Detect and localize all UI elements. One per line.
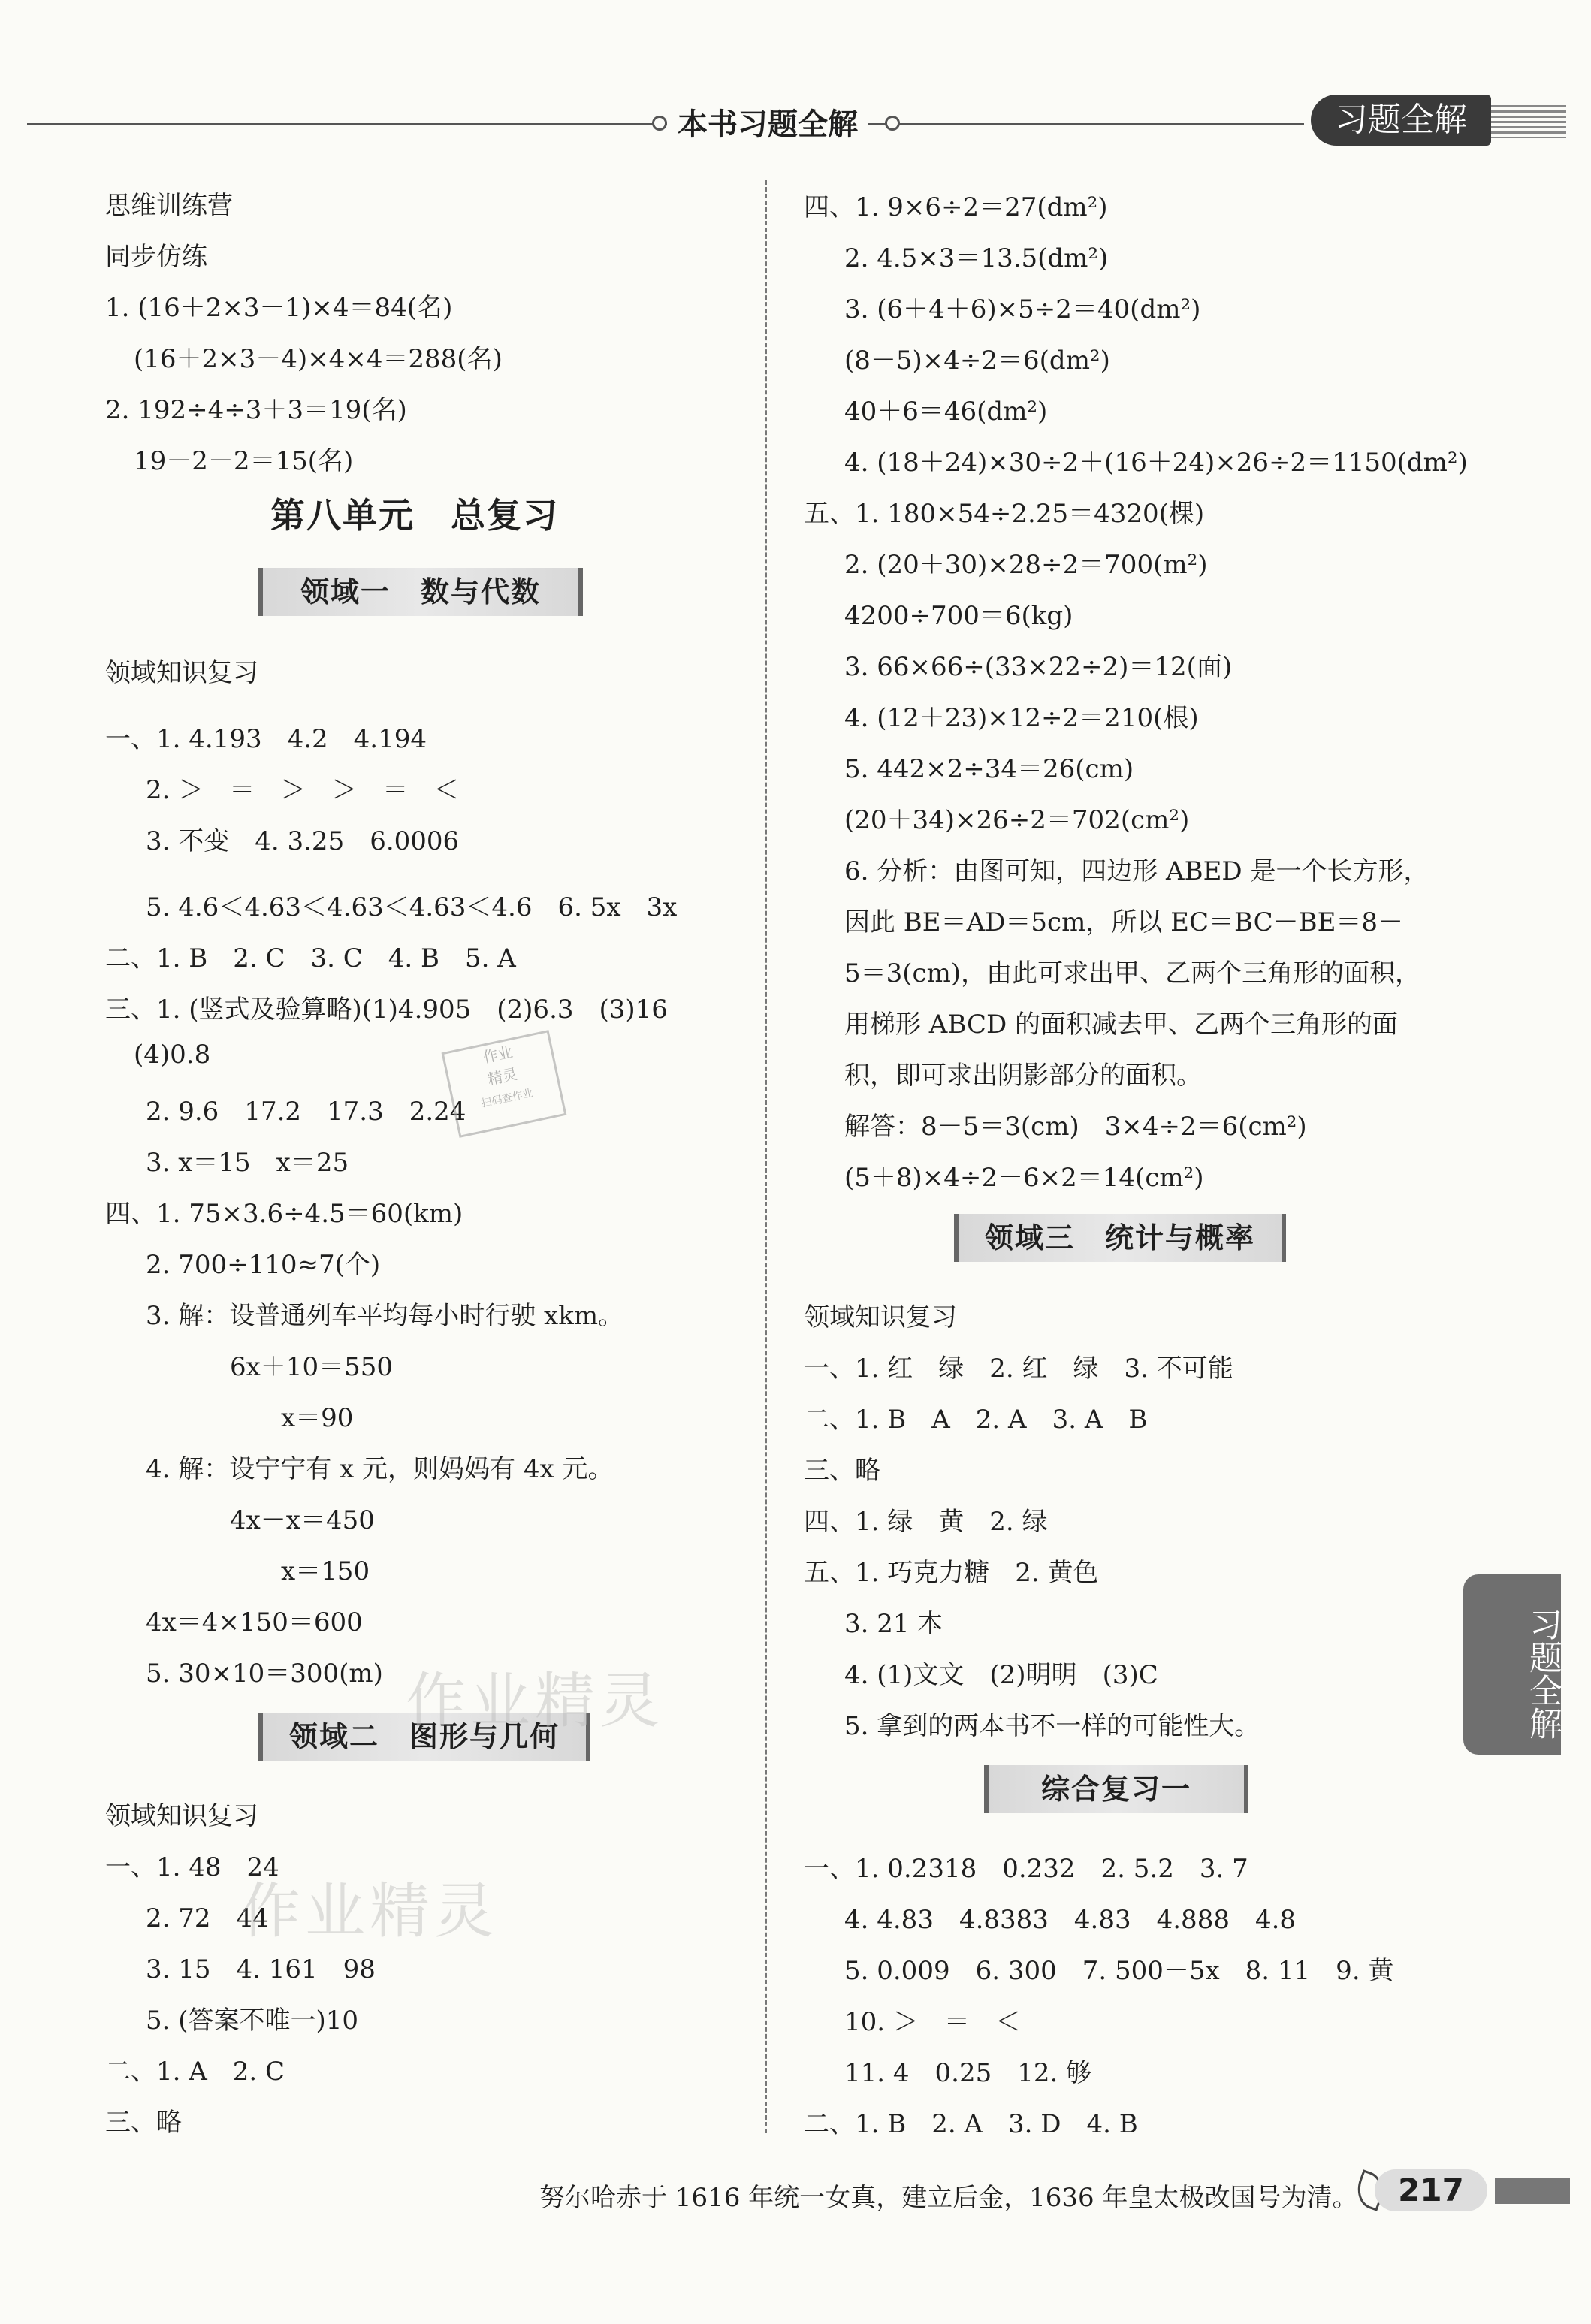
heading-thinking: 思维训练营: [105, 191, 233, 221]
answer-line: 2. (20＋30)×28÷2＝700(m²): [844, 550, 1208, 580]
answer-line: 积，即可求出阴影部分的面积。: [844, 1061, 1202, 1091]
heading-review: 领域知识复习: [105, 1801, 258, 1831]
answer-line: 11. 4 0.25 12. 够: [844, 2058, 1092, 2088]
footer-bar: [1495, 2178, 1570, 2204]
page-header-title: 本书习题全解: [667, 101, 868, 143]
answer-line: 二、1. B 2. A 3. D 4. B: [804, 2109, 1138, 2139]
answer-line: 6x＋10＝550: [230, 1352, 393, 1382]
answer-line: 五、1. 180×54÷2.25＝4320(棵): [804, 499, 1205, 529]
answer-line: 3. 不变 4. 3.25 6.0006: [146, 826, 460, 856]
answer-line: 1. (16＋2×3－1)×4＝84(名): [105, 293, 453, 323]
answer-line: (8－5)×4÷2＝6(dm²): [844, 346, 1110, 376]
answer-line: 4. (18＋24)×30÷2＋(16＋24)×26÷2＝1150(dm²): [844, 448, 1468, 478]
answer-line: 4x－x＝450: [230, 1505, 375, 1535]
answer-line: 4x＝4×150＝600: [146, 1607, 363, 1637]
page-number: 217: [1375, 2169, 1487, 2211]
answer-line: 解答：8－5＝3(cm) 3×4÷2＝6(cm²): [844, 1112, 1307, 1142]
heading-review: 领域知识复习: [804, 1302, 957, 1333]
column-divider: [765, 180, 767, 2133]
answer-line: 3. 21 本: [844, 1609, 943, 1639]
answer-line: 三、1. (竖式及验算略)(1)4.905 (2)6.3 (3)16: [105, 994, 668, 1025]
header-tab-label: 习题全解: [1311, 95, 1491, 146]
side-tab: 习题全解: [1463, 1574, 1561, 1755]
answer-line: 3. 15 4. 161 98: [146, 1954, 376, 1984]
answer-line: 2. ＞ ＝ ＞ ＞ ＝ ＜: [146, 775, 460, 805]
heading-sync: 同步仿练: [105, 242, 207, 272]
answer-line: 三、略: [804, 1456, 880, 1486]
answer-line: 3. x＝15 x＝25: [146, 1148, 349, 1178]
answer-line: x＝90: [281, 1403, 354, 1433]
answer-line: 4200÷700＝6(kg): [844, 601, 1073, 631]
answer-line: 5. 442×2÷34＝26(cm): [844, 754, 1134, 784]
answer-line: 4. 4.83 4.8383 4.83 4.888 4.8: [844, 1905, 1297, 1935]
header-stripes: [1491, 105, 1566, 138]
answer-line: 四、1. 绿 黄 2. 绿: [804, 1507, 1048, 1537]
answer-line: 40＋6＝46(dm²): [844, 397, 1048, 427]
answer-line: 5. 4.6＜4.63＜4.63＜4.63＜4.6 6. 5x 3x: [146, 892, 678, 922]
answer-line: 因此 BE＝AD＝5cm，所以 EC＝BC－BE＝8－: [844, 907, 1404, 937]
answer-line: 5＝3(cm)，由此可求出甲、乙两个三角形的面积，: [844, 958, 1421, 988]
answer-line: (4)0.8: [134, 1040, 211, 1070]
answer-line: 二、1. A 2. C: [105, 2057, 285, 2087]
answer-line: 4. (1)文文 (2)明明 (3)C: [844, 1660, 1158, 1690]
answer-line: 3. 66×66÷(33×22÷2)＝12(面): [844, 652, 1233, 682]
answer-line: 五、1. 巧克力糖 2. 黄色: [804, 1558, 1099, 1588]
section-comprehensive-1: 综合复习一: [984, 1765, 1248, 1813]
watermark: 作业精灵: [240, 1876, 499, 1946]
answer-line: 四、1. 9×6÷2＝27(dm²): [804, 192, 1108, 222]
answer-line: 5. (答案不唯一)10: [146, 2006, 359, 2036]
answer-line: 一、1. 4.193 4.2 4.194: [105, 724, 427, 754]
answer-line: 二、1. B A 2. A 3. A B: [804, 1405, 1148, 1435]
answer-line: 一、1. 0.2318 0.232 2. 5.2 3. 7: [804, 1854, 1248, 1884]
answer-line: 10. ＞ ＝ ＜: [844, 2007, 1021, 2037]
unit-title: 第八单元 总复习: [270, 495, 559, 536]
answer-line: 2. 72 44: [146, 1903, 269, 1933]
section-number-algebra: 领域一 数与代数: [258, 568, 583, 616]
stamp-line: 作业: [481, 1042, 515, 1067]
answer-line: 4. (12＋23)×12÷2＝210(根): [844, 703, 1199, 733]
header-dot-left: [652, 116, 667, 131]
answer-line: 一、1. 48 24: [105, 1852, 279, 1882]
answer-line: (5＋8)×4÷2－6×2＝14(cm²): [844, 1163, 1204, 1193]
answer-line: 2. 700÷110≈7(个): [146, 1250, 381, 1280]
answer-line: 4. 解：设宁宁有 x 元，则妈妈有 4x 元。: [146, 1454, 614, 1484]
watermark-stamp: [442, 1030, 567, 1138]
answer-line: 一、1. 红 绿 2. 红 绿 3. 不可能: [804, 1354, 1233, 1384]
stamp-line: 扫码查作业: [480, 1087, 535, 1110]
answer-line: 用梯形 ABCD 的面积减去甲、乙两个三角形的面: [844, 1010, 1399, 1040]
footer-fact: 努尔哈赤于 1616 年统一女真，建立后金，1636 年皇太极改国号为清。: [539, 2183, 1358, 2213]
header-dot-right: [885, 116, 900, 131]
section-statistics: 领域三 统计与概率: [954, 1214, 1286, 1262]
answer-line: (16＋2×3－4)×4×4＝288(名): [134, 344, 503, 374]
answer-line: 6. 分析：由图可知，四边形 ABED 是一个长方形，: [844, 856, 1429, 886]
answer-line: 3. (6＋4＋6)×5÷2＝40(dm²): [844, 294, 1201, 324]
stamp-line: 精灵: [485, 1064, 519, 1089]
answer-line: 5. 0.009 6. 300 7. 500－5x 8. 11 9. 黄: [844, 1956, 1394, 1986]
answer-line: 三、略: [105, 2108, 182, 2138]
answer-line: 19－2－2＝15(名): [134, 446, 354, 476]
answer-line: (20＋34)×26÷2＝702(cm²): [844, 805, 1190, 835]
answer-line: 3. 解：设普通列车平均每小时行驶 xkm。: [146, 1301, 624, 1331]
section-geometry: 领域二 图形与几何: [258, 1713, 590, 1761]
answer-line: 5. 30×10＝300(m): [146, 1658, 383, 1689]
answer-line: 二、1. B 2. C 3. C 4. B 5. A: [105, 943, 516, 973]
answer-line: 5. 拿到的两本书不一样的可能性大。: [844, 1711, 1260, 1741]
watermark: 作业精灵: [406, 1666, 664, 1736]
answer-line: 2. 4.5×3＝13.5(dm²): [844, 243, 1109, 273]
answer-line: 四、1. 75×3.6÷4.5＝60(km): [105, 1199, 463, 1229]
heading-review: 领域知识复习: [105, 658, 258, 688]
answer-line: 2. 192÷4÷3＋3＝19(名): [105, 395, 407, 425]
answer-line: x＝150: [281, 1556, 370, 1586]
answer-line: 2. 9.6 17.2 17.3 2.24: [146, 1097, 466, 1127]
